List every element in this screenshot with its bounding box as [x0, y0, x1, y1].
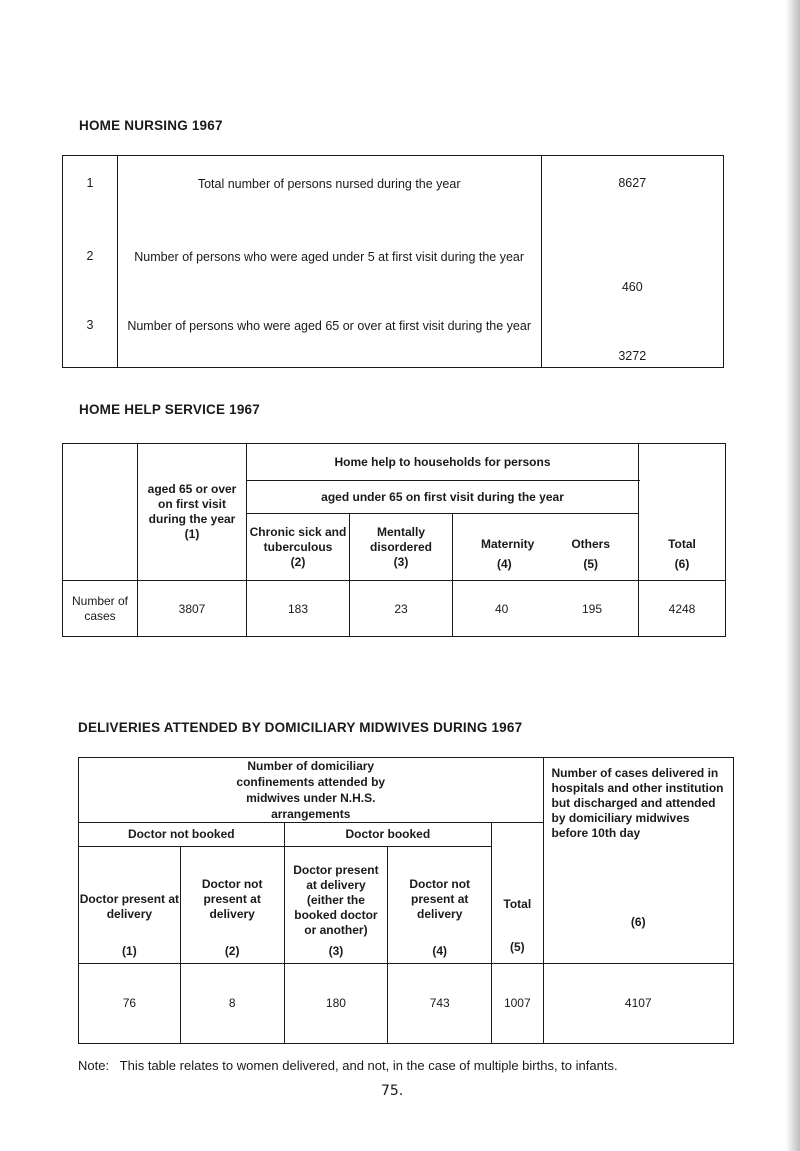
value-cell: 183 [247, 581, 350, 637]
not-booked-header: Doctor not booked [79, 823, 285, 847]
row-number: 1 [63, 156, 118, 230]
value-cell: 3807 [138, 581, 247, 637]
table-note: Note: This table relates to women delivered, and not, in the case of multiple births, to infants. [78, 1058, 618, 1073]
blank-corner-cell [63, 444, 138, 581]
col5-label: Others [571, 537, 610, 551]
row-description: Total number of persons nursed during the year [117, 156, 541, 230]
col5-num: (5) [583, 557, 598, 571]
value-cell: 76 [79, 964, 181, 1044]
col6-header: Total (6) [639, 444, 726, 581]
table-row [63, 298, 724, 368]
col2-header: Chronic sick and tuberculous (2) [247, 514, 350, 581]
value-cell: 4248 [639, 581, 726, 637]
value-cell: 23 [350, 581, 453, 637]
row-number: 2 [63, 229, 118, 298]
row-label: Number of cases [63, 581, 138, 637]
col3-header: Mentally disordered (3) [350, 514, 453, 581]
col4-col5-header [453, 514, 639, 581]
value-cell: 8 [180, 964, 284, 1044]
deliveries-title: DELIVERIES ATTENDED BY DOMICILIARY MIDWIVES DURING 1967 [78, 720, 523, 735]
row-description: Number of persons who were aged 65 or over at first visit during the year [117, 298, 541, 368]
row-value: 8627 [541, 156, 723, 230]
scan-edge-shadow [786, 0, 800, 1151]
col4-label: Maternity [481, 537, 535, 551]
table-row [63, 229, 724, 298]
col2-header: Doctor not present at delivery (2) [180, 847, 284, 964]
value-cell: 1007 [492, 964, 543, 1044]
col6-header: Number of cases delivered in hospitals and other institution but discharged and attended by domiciliary midwives before 10th day (6) [543, 758, 734, 964]
value-cell: 180 [284, 964, 388, 1044]
table-row [63, 581, 726, 637]
value-cell: 743 [388, 964, 492, 1044]
home-nursing-table [62, 155, 724, 368]
page-number: 75. [381, 1083, 404, 1099]
home-help-title: HOME HELP SERVICE 1967 [79, 402, 260, 417]
value-cell-pair: 40 195 [453, 581, 639, 637]
row-value: 460 [541, 229, 723, 298]
row-number: 3 [63, 298, 118, 368]
booked-header: Doctor booked [284, 823, 492, 847]
home-help-table [62, 443, 726, 637]
col1-header: aged 65 or over on first visit during the year (1) [138, 444, 247, 581]
deliveries-table [78, 757, 734, 1044]
col4-num: (4) [497, 557, 512, 571]
row-value: 3272 [541, 298, 723, 368]
group-header: Home help to households for persons [247, 444, 639, 481]
row-description: Number of persons who were aged under 5 at first visit during the year [117, 229, 541, 298]
col4-header: Doctor not present at delivery (4) [388, 847, 492, 964]
table-row [79, 964, 734, 1044]
group-header: Number of domiciliary confinements attended by midwives under N.H.S. arrangements [79, 758, 544, 823]
value-cell: 4107 [543, 964, 734, 1044]
home-nursing-title: HOME NURSING 1967 [79, 118, 223, 133]
col3-header: Doctor present at delivery (either the booked doctor or another) (3) [284, 847, 388, 964]
col1-header: Doctor present at delivery (1) [79, 847, 181, 964]
table-row [63, 156, 724, 230]
col5-header: Total (5) [492, 823, 543, 964]
subgroup-header: aged under 65 on first visit during the year [247, 481, 639, 514]
